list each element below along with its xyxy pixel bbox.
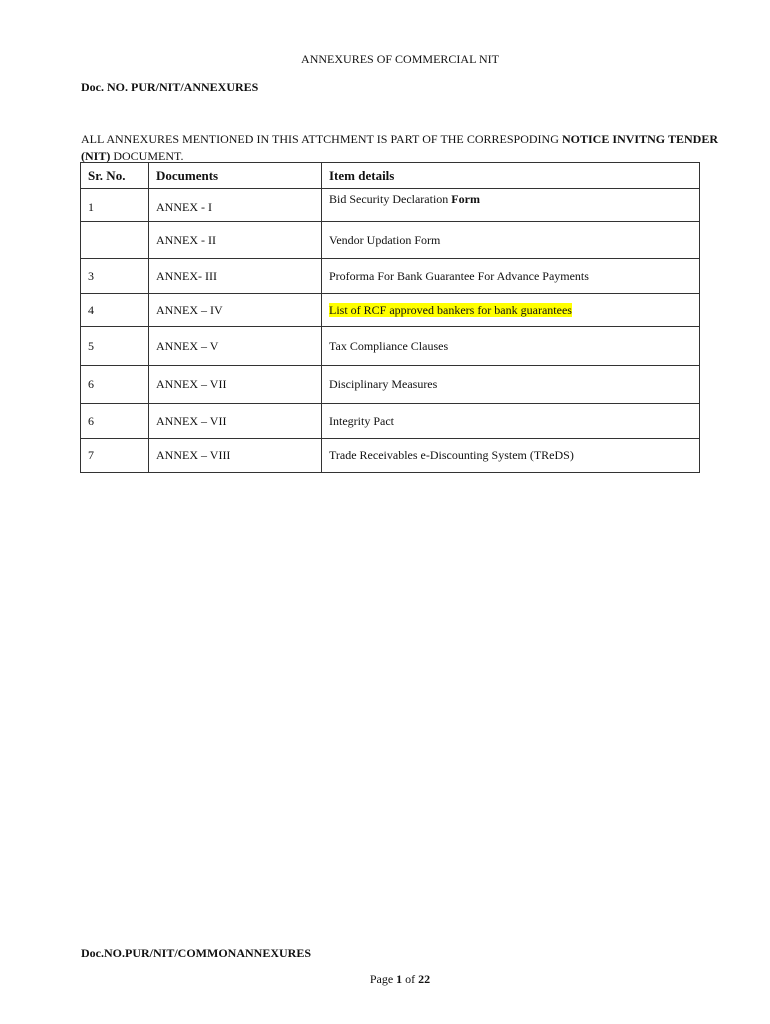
page-total: 22 [418, 972, 431, 986]
header-documents: Documents [149, 163, 322, 189]
highlighted-item-text: List of RCF approved bankers for bank guarantees [329, 302, 572, 317]
doc-cell: ANNEX – VIII [149, 439, 322, 473]
item-cell [322, 189, 700, 222]
item-text: Bid Security Declaration [329, 192, 452, 206]
doc-number: Doc. NO. PUR/NIT/ANNEXURES [81, 80, 259, 94]
item-cell: Integrity Pact [322, 404, 700, 439]
page-number [0, 972, 770, 987]
sr-cell: 7 [81, 439, 149, 473]
header-item-details: Item details [322, 163, 700, 189]
table-row [81, 189, 700, 222]
item-cell [322, 294, 700, 327]
sr-cell: 3 [81, 259, 149, 294]
doc-cell: ANNEX - I [149, 189, 322, 222]
document-title: ANNEXURES OF COMMERCIAL NIT [301, 52, 499, 66]
intro-text: ALL ANNEXURES MENTIONED IN THIS ATTCHMENT IS PART OF THE CORRESPODING [81, 132, 562, 146]
sr-cell [81, 222, 149, 259]
intro-text-end: DOCUMENT. [110, 149, 184, 163]
table-row [81, 222, 700, 259]
item-bold-text: Form [451, 192, 480, 206]
item-cell: Trade Receivables e-Discounting System (TReDS) [322, 439, 700, 473]
table-row [81, 327, 700, 366]
table-row [81, 439, 700, 473]
intro-bold-text: NOTICE INVITNG TENDER (NIT) [81, 132, 718, 163]
table-row [81, 294, 700, 327]
table-row [81, 259, 700, 294]
page-current: 1 [396, 972, 403, 986]
table-header-row [81, 163, 700, 189]
sr-cell: 5 [81, 327, 149, 366]
header-sr-no: Sr. No. [81, 163, 149, 189]
item-cell: Tax Compliance Clauses [322, 327, 700, 366]
doc-cell: ANNEX – V [149, 327, 322, 366]
page-prefix: Page [369, 972, 397, 986]
table-row [81, 404, 700, 439]
item-cell: Disciplinary Measures [322, 366, 700, 404]
item-cell: Proforma For Bank Guarantee For Advance Payments [322, 259, 700, 294]
annexure-table [80, 162, 700, 473]
intro-paragraph [81, 131, 718, 165]
table-row [81, 366, 700, 404]
sr-cell: 4 [81, 294, 149, 327]
doc-cell: ANNEX – VII [149, 366, 322, 404]
doc-cell: ANNEX- III [149, 259, 322, 294]
doc-cell: ANNEX – VII [149, 404, 322, 439]
doc-cell: ANNEX – IV [149, 294, 322, 327]
sr-cell: 1 [81, 189, 149, 222]
doc-cell: ANNEX - II [149, 222, 322, 259]
sr-cell: 6 [81, 366, 149, 404]
sr-cell: 6 [81, 404, 149, 439]
footer-doc-ref: Doc.NO.PUR/NIT/COMMONANNEXURES [81, 946, 311, 960]
page-of: of [402, 972, 419, 986]
item-cell: Vendor Updation Form [322, 222, 700, 259]
